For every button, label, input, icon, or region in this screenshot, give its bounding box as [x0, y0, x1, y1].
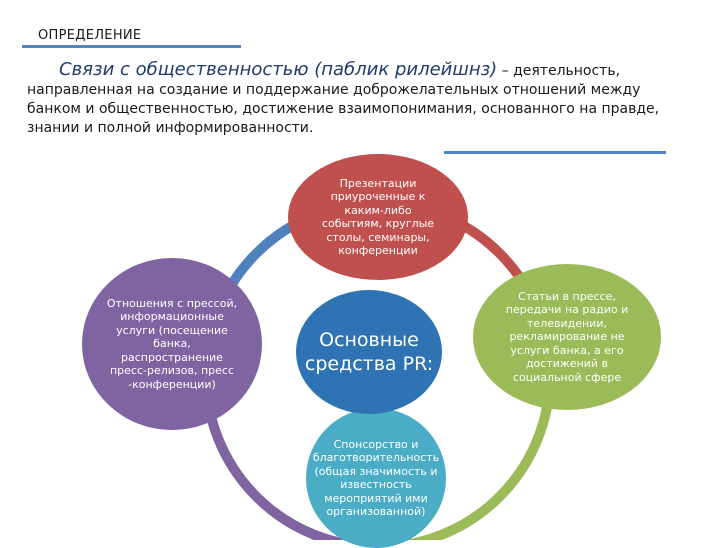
node-press-relations-label: Отношения с прессой, информационные услуги (посещение банка, распространение пресс-релизов, пресс -конференции): [106, 296, 238, 391]
definition-text: – деятельность, направленная на создание и поддержание доброжелательных отношений между банком и общественностью, достижение взаимопонимания, основанного на правде, знании и полной информированности.: [27, 63, 660, 136]
section-title: ОПРЕДЕЛЕНИЕ: [38, 28, 142, 43]
node-presentations: [288, 154, 468, 280]
center-node: [296, 290, 442, 414]
definition-term: Связи с общественностью (паблик рилейшнз): [59, 59, 498, 80]
node-sponsorship: [306, 408, 446, 548]
node-media-articles-label: Статьи в прессе, передачи на радио и телевидении, рекламирование не услуги банка, а его достижений в социальной сфере: [505, 289, 629, 384]
node-presentations-label: Презентации приуроченные к каким-либо событиям, круглые столы, семинары, конференции: [321, 176, 435, 257]
node-press-relations: [82, 258, 262, 430]
node-sponsorship-label: Спонсорство и благотворительность (общая значимость и известность мероприятий ими организованной): [312, 437, 440, 518]
center-node-label: Основные средства PR:: [304, 329, 434, 375]
node-media-articles: [473, 264, 661, 410]
